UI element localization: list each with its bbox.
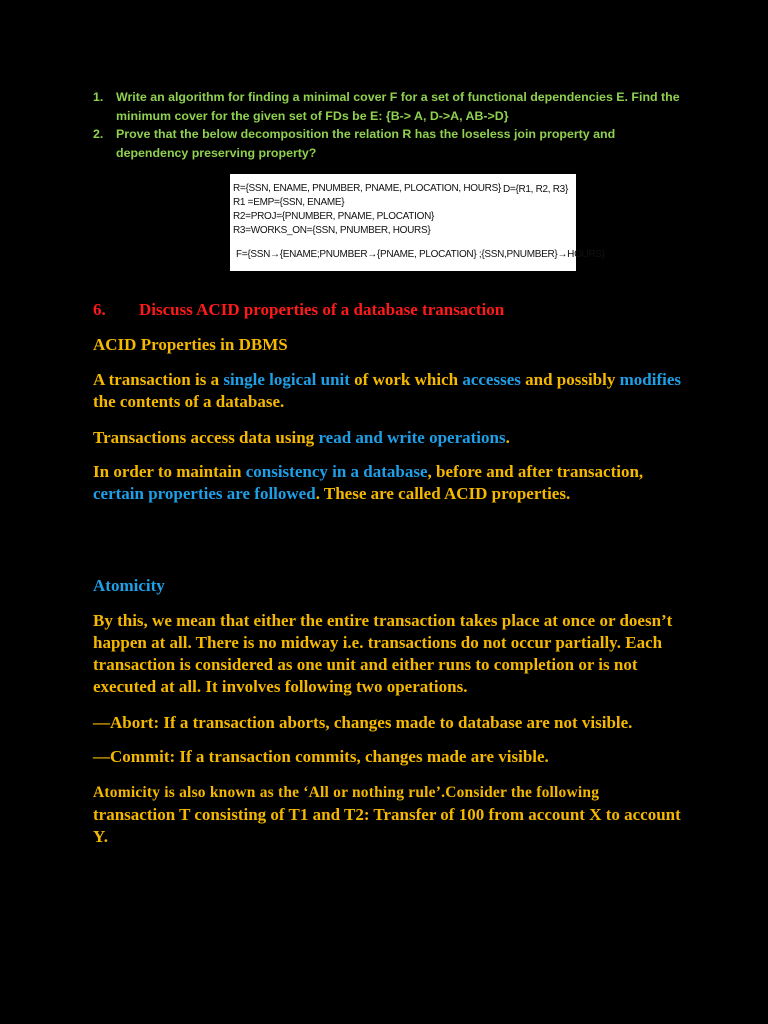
- text-run: transaction T consisting of T1 and T2: Transfer of 100 from account X to account Y.: [93, 805, 681, 846]
- paragraph-all-or-nothing: [93, 782, 693, 848]
- relation-r2: R2=PROJ={PNUMBER, PNAME, PLOCATION}: [233, 211, 435, 222]
- heading-number: 6.: [93, 300, 106, 319]
- paragraph-abort: —Abort: If a transaction aborts, changes made to database are not visible.: [93, 713, 633, 732]
- text-run: In order to maintain: [93, 462, 246, 481]
- text-run: A transaction is a: [93, 370, 224, 389]
- paragraph-atomicity-definition: By this, we mean that either the entire transaction takes place at once or doesn’t happen at all. There is no midway i.e. transactions do not occur partially. Each transaction is considered as one unit and either runs to completion or is not executed at all. It involves following two operations.: [93, 611, 673, 696]
- question-number: 2.: [93, 127, 104, 141]
- question-item: [93, 88, 683, 125]
- text-run: Atomicity is also known as the ‘All or nothing rule’.Consider the following: [93, 784, 600, 801]
- text-run: .: [505, 428, 510, 447]
- paragraph-read-write: [93, 427, 693, 449]
- heading-text: Discuss ACID properties of a database transaction: [139, 300, 505, 319]
- text-run: . These are called ACID properties.: [315, 484, 571, 503]
- highlight-text: single logical unit: [223, 370, 350, 389]
- functional-dependencies: F={SSN→{ENAME;PNUMBER→{PNAME, PLOCATION} ;{SSN,PNUMBER}→HOURS}: [236, 249, 605, 260]
- text-run: , before and after transaction,: [427, 462, 644, 481]
- paragraph-commit: —Commit: If a transaction commits, changes made are visible.: [93, 747, 549, 766]
- question-list: [93, 88, 683, 162]
- text-run: Transactions access data using: [93, 428, 319, 447]
- decomposition-set: D={R1, R2, R3}: [502, 184, 568, 195]
- highlight-text: modifies: [619, 370, 681, 389]
- highlight-text: read and write operations: [318, 428, 506, 447]
- question-6-heading: [93, 299, 693, 321]
- question-text: Prove that the below decomposition the relation R has the loseless join property and dependency preserving property?: [116, 127, 616, 160]
- acid-title: ACID Properties in DBMS: [93, 335, 288, 354]
- relation-r: R={SSN, ENAME, PNUMBER, PNAME, PLOCATION, HOURS}: [233, 183, 501, 194]
- relation-r3: R3=WORKS_ON={SSN, PNUMBER, HOURS}: [233, 225, 431, 236]
- text-run: and possibly: [520, 370, 620, 389]
- highlight-text: accesses: [462, 370, 521, 389]
- paragraph-consistency: [93, 461, 693, 505]
- question-text: Write an algorithm for finding a minimal cover F for a set of functional dependencies E. Find the minimum cover for the given set of FDs be E: {B-> A, D->A, AB->D}: [116, 90, 680, 123]
- atomicity-title: Atomicity: [93, 576, 165, 595]
- text-run: of work which: [349, 370, 463, 389]
- question-item: [93, 125, 683, 162]
- text-run: the contents of a database.: [93, 392, 285, 411]
- paragraph-transaction-definition: [93, 369, 693, 413]
- highlight-text: consistency in a database: [245, 462, 428, 481]
- relation-decomposition-figure: [230, 174, 605, 271]
- relation-r1: R1 =EMP={SSN, ENAME}: [233, 197, 345, 208]
- question-number: 1.: [93, 90, 104, 104]
- highlight-text: certain properties are followed: [93, 484, 316, 503]
